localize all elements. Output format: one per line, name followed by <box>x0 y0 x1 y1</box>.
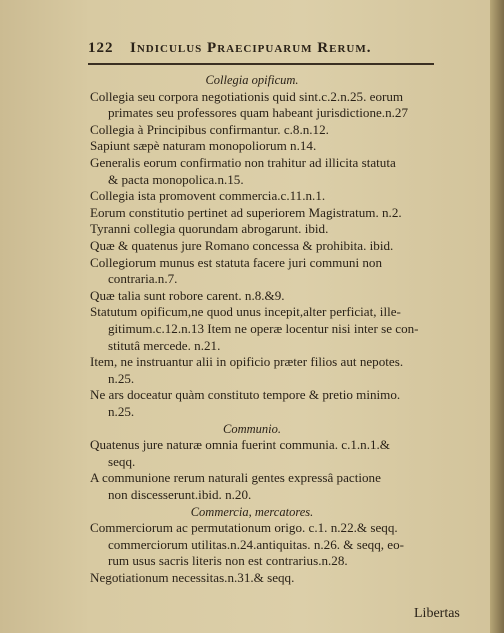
section-heading: Commercia, mercatores. <box>190 504 314 519</box>
index-entry-line: Item, ne instruantur alii in opificio præter filios aut nepotes. <box>90 354 404 370</box>
index-entry-line: gitimum.c.12.n.13 Item ne operæ locentur nisi inter se con- <box>108 321 419 336</box>
page-number: 122 <box>88 40 114 56</box>
index-entry-line: Sapiunt sæpè naturam monopoliorum n.14. <box>90 138 317 154</box>
section-heading: Collegia opificum. <box>205 73 299 87</box>
index-entry-line: seqq. <box>108 453 136 469</box>
index-entry-line: & pacta monopolica.n.15. <box>108 171 244 187</box>
index-entry-line: Tyranni collegia quorundam abrogarunt. ibid. <box>90 221 329 237</box>
section-heading: Communio. <box>223 421 281 436</box>
index-entry-line: primates seu professores quam habeant jurisdictione.n.27 <box>108 105 408 121</box>
header-rule <box>88 63 434 65</box>
index-entry-line: Generalis eorum confirmatio non trahitur ad illicita statuta <box>90 155 396 170</box>
index-entry-line: Collegiorum munus est statuta facere juri communi non <box>90 254 383 270</box>
page-header <box>88 38 438 62</box>
index-entry-line: contraria.n.7. <box>108 271 178 287</box>
index-entry-line: stitutâ mercede. n.21. <box>108 337 221 353</box>
running-head: Indiculus Praecipuarum Rerum. <box>130 40 372 56</box>
index-entry-line: Collegia seu corpora negotiationis quid sint.c.2.n.25. eorum <box>90 88 404 104</box>
index-entry-line: non discesserunt.ibid. n.20. <box>108 487 252 502</box>
index-entry-line: Negotiationum necessitas.n.31.& seqq. <box>90 570 295 585</box>
index-entry-line: Commerciorum ac permutationum origo. c.1. n.22.& seqq. <box>90 520 398 536</box>
index-entry-line: rum usus sacris literis non est contrarius.n.28. <box>108 553 348 569</box>
index-entry-line: Collegia ista promovent commercia.c.11.n.1. <box>90 188 326 204</box>
catchword: Libertas <box>414 606 460 621</box>
index-entry-line: Quatenus jure naturæ omnia fuerint communia. c.1.n.1.& <box>90 437 390 453</box>
index-entry-line: n.25. <box>108 404 135 419</box>
index-entry-line: Collegia à Principibus confirmantur. c.8.n.12. <box>90 121 329 137</box>
index-entry-line: commerciorum utilitas.n.24.antiquitas. n.26. & seqq, eo- <box>108 536 405 552</box>
index-entry-line: Quæ & quatenus jure Romano concessa & prohibita. ibid. <box>90 238 394 253</box>
index-entry-line: Statutum opificum,ne quod unus incepit,alter perficiat, ille- <box>90 304 401 320</box>
index-entry-line: Ne ars doceatur quàm constituto tempore & pretio minimo. <box>90 387 401 403</box>
book-spine-edge <box>490 0 504 633</box>
index-entry-line: n.25. <box>108 370 135 386</box>
index-entry-line: A communione rerum naturali gentes expressâ pactione <box>90 470 381 486</box>
index-entry-line: Quæ talia sunt robore carent. n.8.&9. <box>90 287 285 303</box>
index-entry-line: Eorum constitutio pertinet ad superiorem Magistratum. n.2. <box>90 204 402 220</box>
